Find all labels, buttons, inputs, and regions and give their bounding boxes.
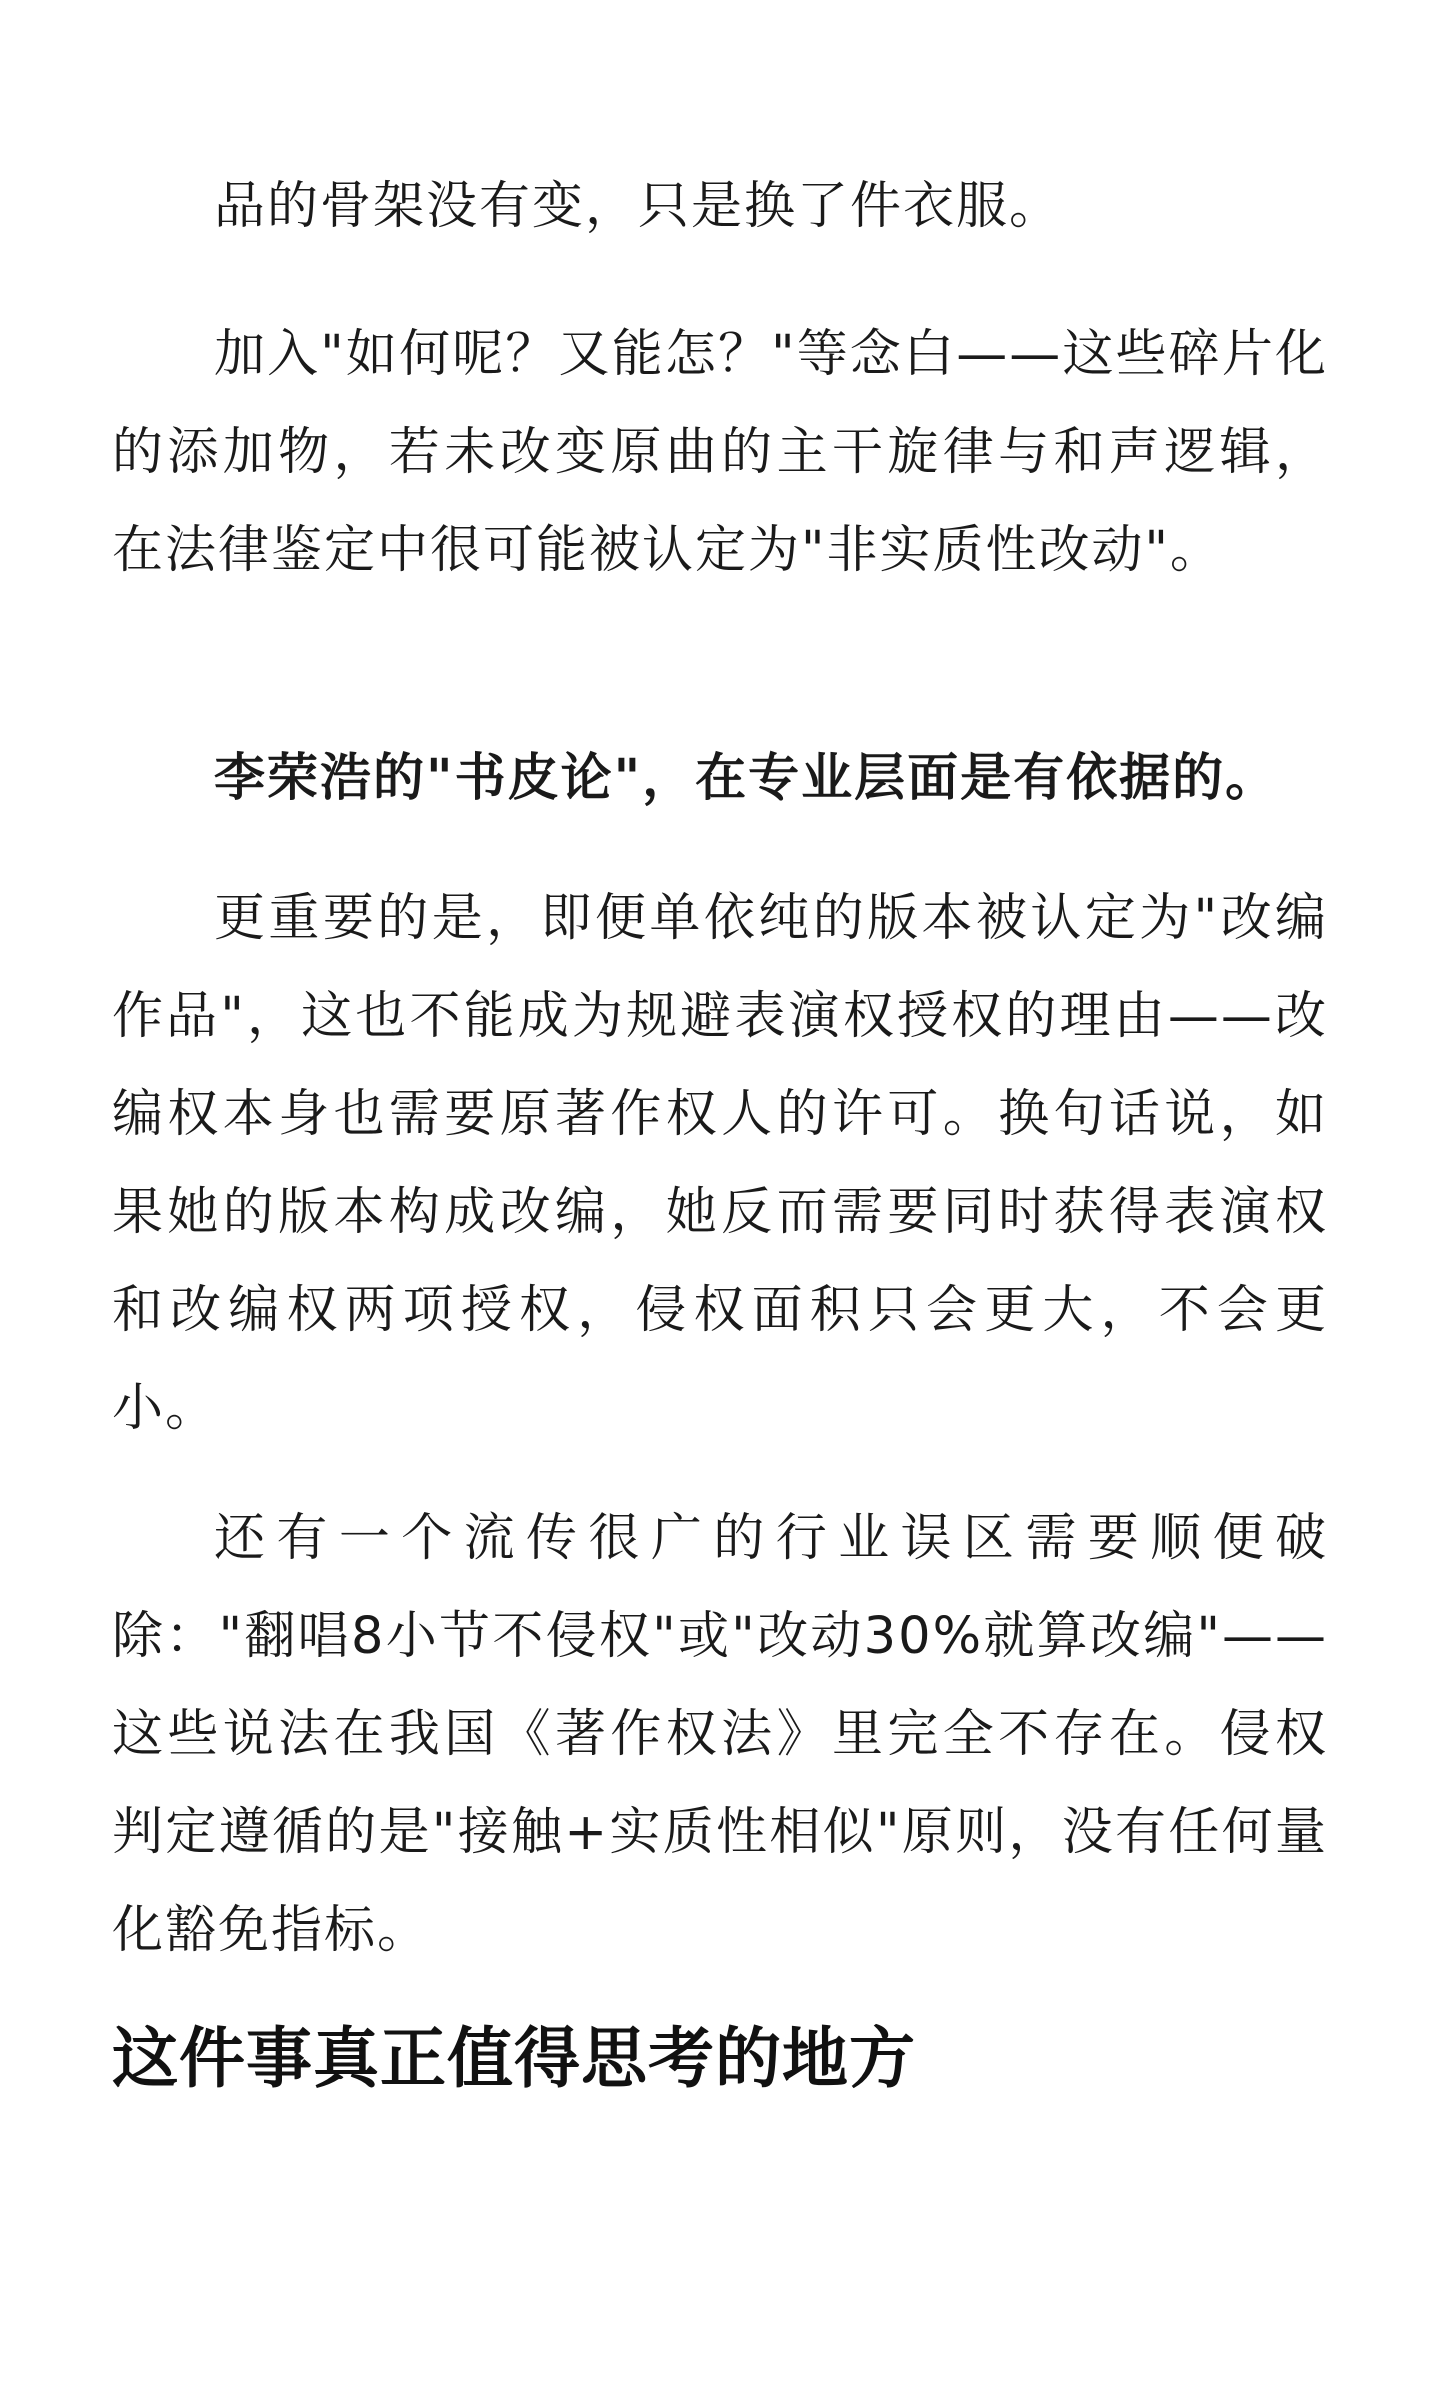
paragraph-continuation: 品的骨架没有变，只是换了件衣服。	[214, 177, 1063, 236]
section-heading: 这件事真正值得思考的地方	[112, 2020, 916, 2097]
paragraph-industry-misconception: 还有一个流传很广的行业误区需要顺便破除："翻唱8小节不侵权"或"改动30%就算改编"——这些说法在我国《著作权法》里完全不存在。侵权判定遵循的是"接触+实质性相似"原则，没有任何量化豁免指标。	[112, 1509, 1328, 1960]
paragraph-bold-conclusion: 李荣浩的"书皮论"，在专业层面是有依据的。	[214, 749, 1279, 808]
paragraph-adaptation-rights: 更重要的是，即便单依纯的版本被认定为"改编作品"，这也不能成为规避表演权授权的理由——改编权本身也需要原著作权人的许可。换句话说，如果她的版本构成改编，她反而需要同时获得表演权和改编权两项授权，侵权面积只会更大，不会更小。	[112, 889, 1328, 1438]
paragraph-recitation-analysis: 加入"如何呢？又能怎？"等念白——这些碎片化的添加物，若未改变原曲的主干旋律与和声逻辑，在法律鉴定中很可能被认定为"非实质性改动"。	[112, 325, 1328, 580]
